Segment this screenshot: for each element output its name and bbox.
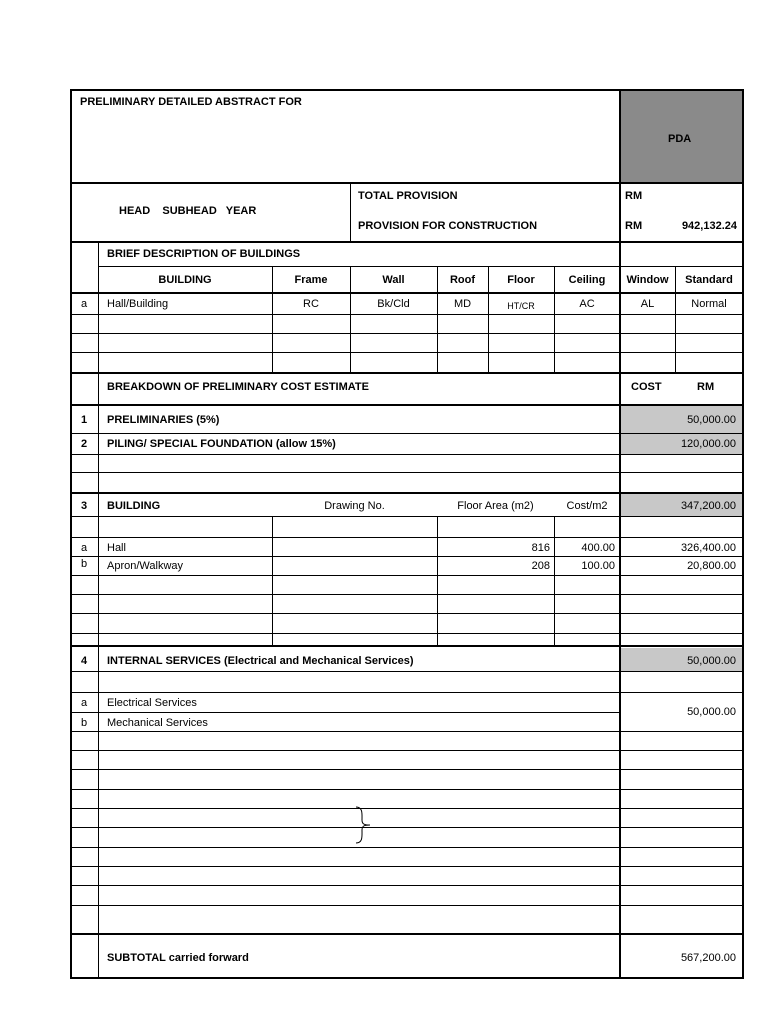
construction-amount: 942,132.24 <box>681 220 737 232</box>
rm-label-construction: RM <box>625 220 643 232</box>
rm-label: RM <box>697 381 715 393</box>
item-number: 4 <box>80 655 88 667</box>
services-row-index: b <box>80 717 88 729</box>
building-ceiling: AC <box>579 298 595 310</box>
col-frame: Frame <box>294 274 328 286</box>
electrical-services: Electrical Services <box>107 697 197 709</box>
piling-label: PILING/ SPECIAL FOUNDATION (allow 15%) <box>107 438 336 450</box>
building-row-index: a <box>80 542 88 554</box>
building-frame: RC <box>303 298 319 310</box>
building-window: AL <box>640 298 655 310</box>
hall-name: Hall <box>107 542 126 554</box>
subtotal-label: SUBTOTAL carried forward <box>107 952 249 964</box>
apron-area: 208 <box>531 560 550 572</box>
col-window: Window <box>626 274 669 286</box>
head-subhead-year: HEAD SUBHEAD YEAR <box>119 205 257 217</box>
building-roof: MD <box>453 298 472 310</box>
hall-rate: 400.00 <box>581 542 615 554</box>
breakdown-title: BREAKDOWN OF PRELIMINARY COST ESTIMATE <box>107 381 369 393</box>
building-wall: Bk/Cld <box>377 298 410 310</box>
apron-amount: 20,800.00 <box>687 560 736 572</box>
rm-label-total: RM <box>625 190 643 202</box>
page-title: PRELIMINARY DETAILED ABSTRACT FOR <box>80 96 302 108</box>
item-number: 2 <box>80 438 88 450</box>
col-wall: Wall <box>382 274 405 286</box>
hall-area: 816 <box>531 542 550 554</box>
building-row-index: a <box>80 298 88 310</box>
buildings-section-title: BRIEF DESCRIPTION OF BUILDINGS <box>107 248 301 260</box>
pda-label: PDA <box>668 133 692 145</box>
preliminaries-label: PRELIMINARIES (5%) <box>107 414 220 426</box>
col-building: BUILDING <box>158 274 212 286</box>
provision-construction-label: PROVISION FOR CONSTRUCTION <box>358 220 538 232</box>
building-section-label: BUILDING <box>107 500 161 512</box>
brace-icon <box>354 806 376 844</box>
col-roof: Roof <box>449 274 476 286</box>
apron-name: Apron/Walkway <box>107 560 184 572</box>
building-amount: 347,200.00 <box>680 500 736 512</box>
col-floor: Floor <box>507 274 535 286</box>
item-number: 1 <box>80 414 88 426</box>
services-row-index: a <box>80 697 88 709</box>
building-standard: Normal <box>691 298 727 310</box>
services-label: INTERNAL SERVICES (Electrical and Mechanical Services) <box>107 655 414 667</box>
floor-area-label: Floor Area (m2) <box>457 500 534 512</box>
services-combined-amount: 50,000.00 <box>687 706 736 718</box>
drawing-no-label: Drawing No. <box>324 500 385 512</box>
col-standard: Standard <box>685 274 733 286</box>
cost-m2-label: Cost/m2 <box>566 500 608 512</box>
cost-label: COST <box>631 381 662 393</box>
building-row-index: b <box>80 558 88 570</box>
services-amount: 50,000.00 <box>687 655 736 667</box>
mechanical-services: Mechanical Services <box>107 717 208 729</box>
building-floor: HT/CR <box>507 301 535 311</box>
item-number: 3 <box>80 500 88 512</box>
apron-rate: 100.00 <box>581 560 615 572</box>
total-provision-label: TOTAL PROVISION <box>358 190 458 202</box>
piling-amount: 120,000.00 <box>680 438 736 450</box>
subtotal-amount: 567,200.00 <box>680 952 736 964</box>
building-name: Hall/Building <box>107 298 169 310</box>
hall-amount: 326,400.00 <box>680 542 736 554</box>
preliminaries-amount: 50,000.00 <box>687 414 736 426</box>
col-ceiling: Ceiling <box>568 274 606 286</box>
